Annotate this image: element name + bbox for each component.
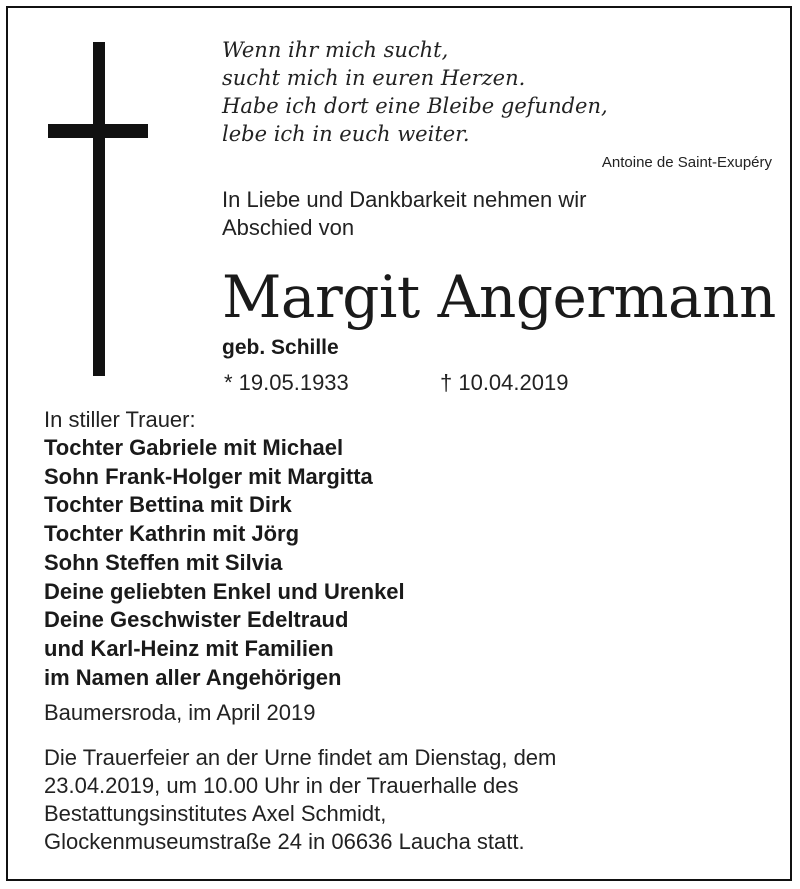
mourner-item: Tochter Kathrin mit Jörg (44, 521, 300, 547)
maiden-name: geb. Schille (222, 336, 339, 359)
intro-line: In Liebe und Dankbarkeit nehmen wir (222, 187, 587, 212)
deceased-name: Margit Angermann (222, 263, 776, 331)
poem-author: Antoine de Saint-Exupéry (601, 154, 772, 171)
funeral-line: Glockenmuseumstraße 24 in 06636 Laucha statt. (44, 829, 525, 854)
funeral-line: 23.04.2019, um 10.00 Uhr in der Trauerhalle des (44, 773, 519, 798)
mourners-list (44, 434, 405, 692)
funeral-line: Die Trauerfeier an der Urne findet am Dienstag, dem (44, 745, 557, 770)
poem-line: Wenn ihr mich sucht, (222, 38, 449, 62)
poem-line: sucht mich in euren Herzen. (222, 66, 526, 90)
mourner-item: Tochter Bettina mit Dirk (44, 492, 292, 518)
birth-date: * 19.05.1933 (224, 370, 349, 395)
cross-vertical-bar (93, 42, 105, 376)
mourner-item: und Karl-Heinz mit Familien (44, 635, 334, 661)
farewell-intro (222, 186, 586, 242)
poem-line: lebe ich in euch weiter. (222, 122, 470, 146)
death-date: † 10.04.2019 (440, 370, 569, 395)
poem-line: Habe ich dort eine Bleibe gefunden, (222, 94, 608, 118)
cross-horizontal-bar (48, 124, 148, 138)
mourner-item: Sohn Frank-Holger mit Margitta (44, 463, 373, 489)
mourner-item: im Namen aller Angehörigen (44, 664, 342, 690)
intro-line: Abschied von (222, 215, 355, 240)
funeral-line: Bestattungsinstitutes Axel Schmidt, (44, 801, 387, 826)
mourning-heading: In stiller Trauer: (44, 407, 196, 432)
mourner-item: Tochter Gabriele mit Michael (44, 435, 344, 460)
mourner-item: Deine geliebten Enkel und Urenkel (44, 578, 405, 604)
mourner-item: Deine Geschwister Edeltraud (44, 607, 349, 633)
mourner-item: Sohn Steffen mit Silvia (44, 549, 283, 575)
funeral-info (44, 744, 556, 856)
obituary-notice (6, 6, 792, 881)
poem (222, 36, 608, 148)
place-and-date: Baumersroda, im April 2019 (44, 700, 316, 725)
